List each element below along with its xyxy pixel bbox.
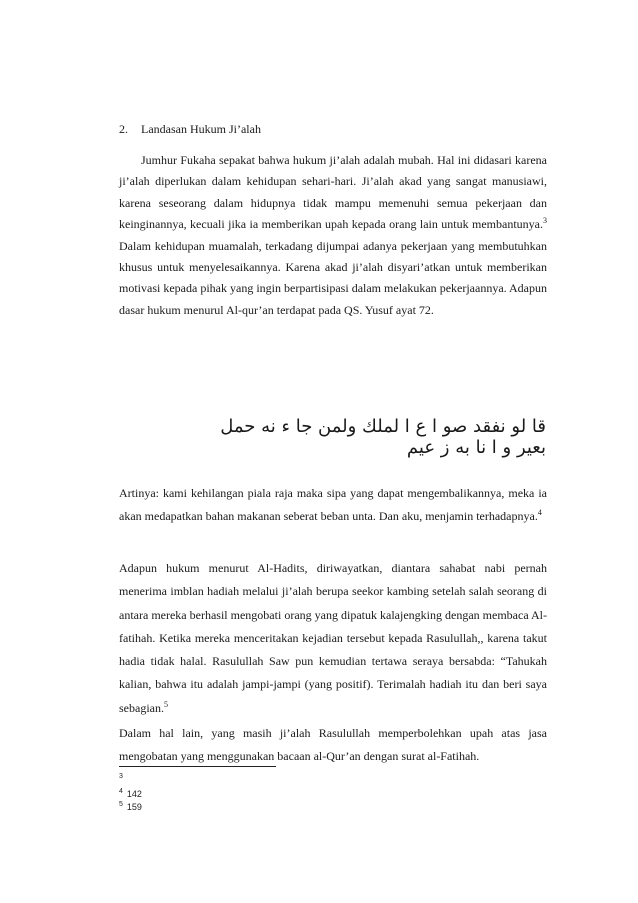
section-number: 2. <box>119 122 128 136</box>
footnote-4-text: 142 <box>126 789 142 799</box>
footnote-3-number: 3 <box>119 773 123 780</box>
footnote-ref-5[interactable]: 5 <box>163 699 168 709</box>
footnote-5 <box>119 802 142 812</box>
paragraph-intro-text-2: Dalam kehidupan muamalah, terkadang dijumpai adanya pekerjaan yang membutuhkan khusus untuk menyelesaikannya. Karena akad ji’alah disyari’atkan untuk memberikan motivasi kepada pihak yang ingin berpartisipasi dalam melakukan pekerjaannya. Adapun dasar hukum menurul Al-qur’an terdapat pada QS. Yusuf ayat 72. <box>119 238 547 317</box>
arabic-verse: قا لو نفقد صو ا ع ا لملك ولمن جا ء نه حمل بعير و ا نا به ز عيم <box>220 416 546 458</box>
footnote-ref-4[interactable]: 4 <box>537 507 542 517</box>
paragraph-translation <box>119 482 547 527</box>
paragraph-other <box>119 722 547 769</box>
footnote-5-text: 159 <box>126 802 142 812</box>
footnote-separator <box>119 766 276 767</box>
paragraph-hadith-text: Adapun hukum menurut Al-Hadits, diriwayatkan, diantara sahabat nabi pernah menerima imblan hadiah melalui ji’alah berupa seekor kambing setelah salah seorang di antara mereka berhasil mengobati orang yang dipatuk kalajengking dengan membaca Al-fatihah. Ketika mereka menceritakan kejadian tersebut kepada Rasulullah,, karena takut hadia tidak halal. Rasulullah Saw pun kemudian tertawa seraya bersabda: “Tahukah kalian, bahwa itu adalah jampi-jampi (yang positif). Terimalah hadiah itu dan beri saya sebagian. <box>119 561 547 715</box>
paragraph-other-text: Dalam hal lain, yang masih ji’alah Rasulullah memperbolehkan upah atas jasa mengobatan yang menggunakan bacaan al-Qur’an dengan surat al-Fatihah. <box>119 726 547 764</box>
footnote-3 <box>119 774 127 784</box>
paragraph-translation-text: Artinya: kami kehilangan piala raja maka sipa yang dapat mengembalikannya, meka ia akan medapatkan bahan makanan seberat beban unta. Dan aku, menjamin terhadapnya. <box>119 486 547 523</box>
footnote-5-number: 5 <box>119 801 123 808</box>
paragraph-intro <box>119 150 547 321</box>
footnote-4-number: 4 <box>119 788 123 795</box>
section-heading <box>119 122 261 137</box>
footnote-4 <box>119 789 142 799</box>
paragraph-intro-text: Jumhur Fukaha sepakat bahwa hukum ji’alah adalah mubah. Hal ini didasari karena ji’alah diperlukan dalam kehidupan sehari-hari. Ji’alah akad yang sangat manusiawi, karena seseorang dalam hidupnya tidak mampu memenuhi semua pekerjaan dan keinginannya, kecuali jika ia memberikan upah kepada orang lain untuk membantunya. <box>119 153 547 232</box>
section-title: Landasan Hukum Ji’alah <box>141 122 261 136</box>
footnote-ref-3[interactable]: 3 <box>543 216 547 226</box>
paragraph-hadith <box>119 557 547 720</box>
